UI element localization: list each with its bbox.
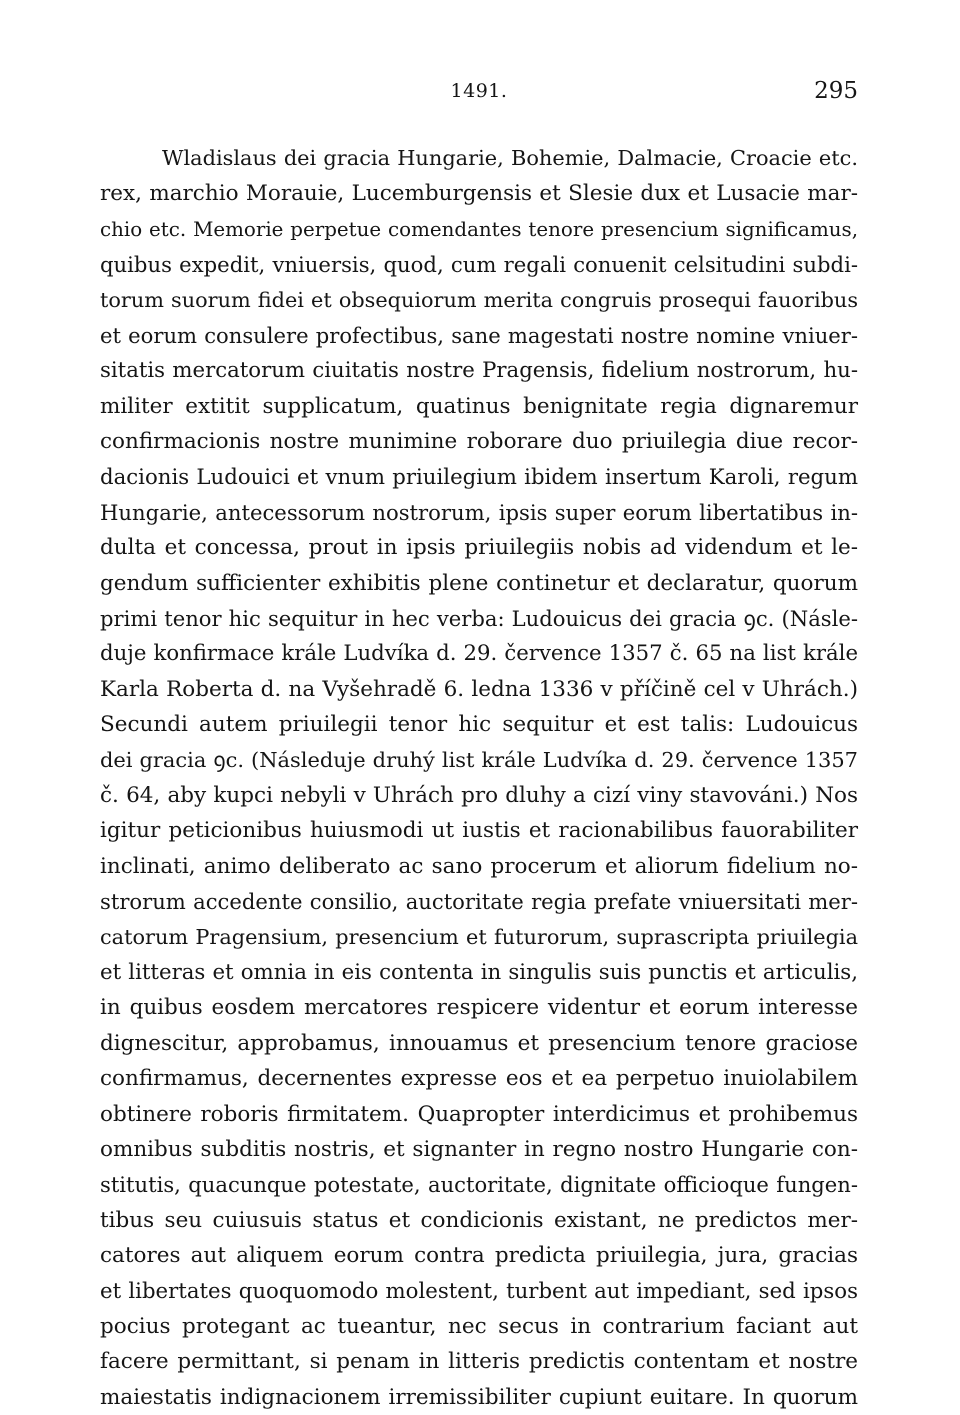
text-line: Hungarie, antecessorum nostrorum, ipsis super eorum libertatibus in- <box>100 499 858 525</box>
header-year: 1491. <box>450 80 508 102</box>
text-line: pocius protegant ac tueantur, nec secus in contrarium faciant aut <box>100 1313 858 1339</box>
page-number: 295 <box>814 78 858 104</box>
text-line: Secundi autem priuilegii tenor hic sequitur et est talis: Ludouicus <box>100 712 858 738</box>
text-line: confirmamus, decernentes expresse eos et ea perpetuo inuiolabilem <box>100 1066 858 1092</box>
text-line: confirmacionis nostre munimine roborare duo priuilegia diue recor- <box>100 429 858 455</box>
text-line: č. 64, aby kupci nebyli v Uhrách pro dluhy a cizí viny stavováni.) Nos <box>100 783 858 809</box>
text-line: stitutis, quacunque potestate, auctoritate, dignitate officioque fungen- <box>100 1172 858 1198</box>
text-line: igitur peticionibus huiusmodi ut iustis et racionabilibus fauorabiliter <box>100 818 858 844</box>
text-line: tibus seu cuiusuis status et condicionis existant, ne predictos mer- <box>100 1207 858 1233</box>
text-line: dulta et concessa, prout in ipsis priuilegiis nobis ad videndum et le- <box>100 535 858 561</box>
text-line: Wladislaus dei gracia Hungarie, Bohemie, Dalmacie, Croacie etc. <box>162 146 858 170</box>
text-line: maiestatis indignacionem irremissibiliter cupiunt euitare. In quorum <box>100 1384 858 1410</box>
page-header <box>100 80 858 114</box>
text-line: sitatis mercatorum ciuitatis nostre Pragensis, fidelium nostrorum, hu- <box>100 358 858 384</box>
text-line: primi tenor hic sequitur in hec verba: Ludouicus dei gracia ꝯc. (Násle- <box>100 606 858 632</box>
text-line: et litteras et omnia in eis contenta in singulis suis punctis et articulis, <box>100 959 858 985</box>
text-line: dacionis Ludouici et vnum priuilegium ibidem insertum Karoli, regum <box>100 464 858 490</box>
text-line: catores aut aliquem eorum contra predicta priuilegia, jura, gracias <box>100 1243 858 1269</box>
text-line: inclinati, animo deliberato ac sano procerum et aliorum fidelium no- <box>100 853 858 879</box>
text-line: gendum sufficienter exhibitis plene continetur et declaratur, quorum <box>100 570 858 596</box>
text-line: Karla Roberta d. na Vyšehradě 6. ledna 1336 v příčině cel v Uhrách.) <box>100 676 858 702</box>
text-line: rex, marchio Morauie, Lucemburgensis et Slesie dux et Lusacie mar- <box>100 181 858 207</box>
text-line: et eorum consulere profectibus, sane magestati nostre nomine vniuer- <box>100 322 858 348</box>
text-line: in quibus eosdem mercatores respicere videntur et eorum interesse <box>100 995 858 1021</box>
text-line: quibus expedit, vniuersis, quod, cum regali conuenit celsitudini subdi- <box>100 252 858 278</box>
text-line: strorum accedente consilio, auctoritate regia prefate vniuersitati mer- <box>100 889 858 915</box>
text-line: obtinere roboris firmitatem. Quapropter interdicimus et prohibemus <box>100 1101 858 1127</box>
text-line: catorum Pragensium, presencium et futurorum, suprascripta priuilegia <box>100 924 858 949</box>
text-line: omnibus subditis nostris, et signanter in regno nostro Hungarie con- <box>100 1136 858 1162</box>
text-line: militer extitit supplicatum, quatinus benignitate regia dignaremur <box>100 393 858 419</box>
charter-text <box>100 141 858 1415</box>
text-line: et libertates quoquomodo molestent, turbent aut impediant, sed ipsos <box>100 1278 858 1304</box>
text-line: facere permittant, si penam in litteris predictis contentam et nostre <box>100 1349 858 1375</box>
text-line: chio etc. Memorie perpetue comendantes tenore presencium significamus, <box>100 217 858 241</box>
text-line: duje konfirmace krále Ludvíka d. 29. července 1357 č. 65 na list krále <box>100 641 858 667</box>
text-line: dignescitur, approbamus, innouamus et presencium tenore graciose <box>100 1030 858 1056</box>
text-line: torum suorum fidei et obsequiorum merita congruis prosequi fauoribus <box>100 287 858 312</box>
text-line: dei gracia ꝯc. (Následuje druhý list krále Ludvíka d. 29. července 1357 <box>100 747 858 772</box>
